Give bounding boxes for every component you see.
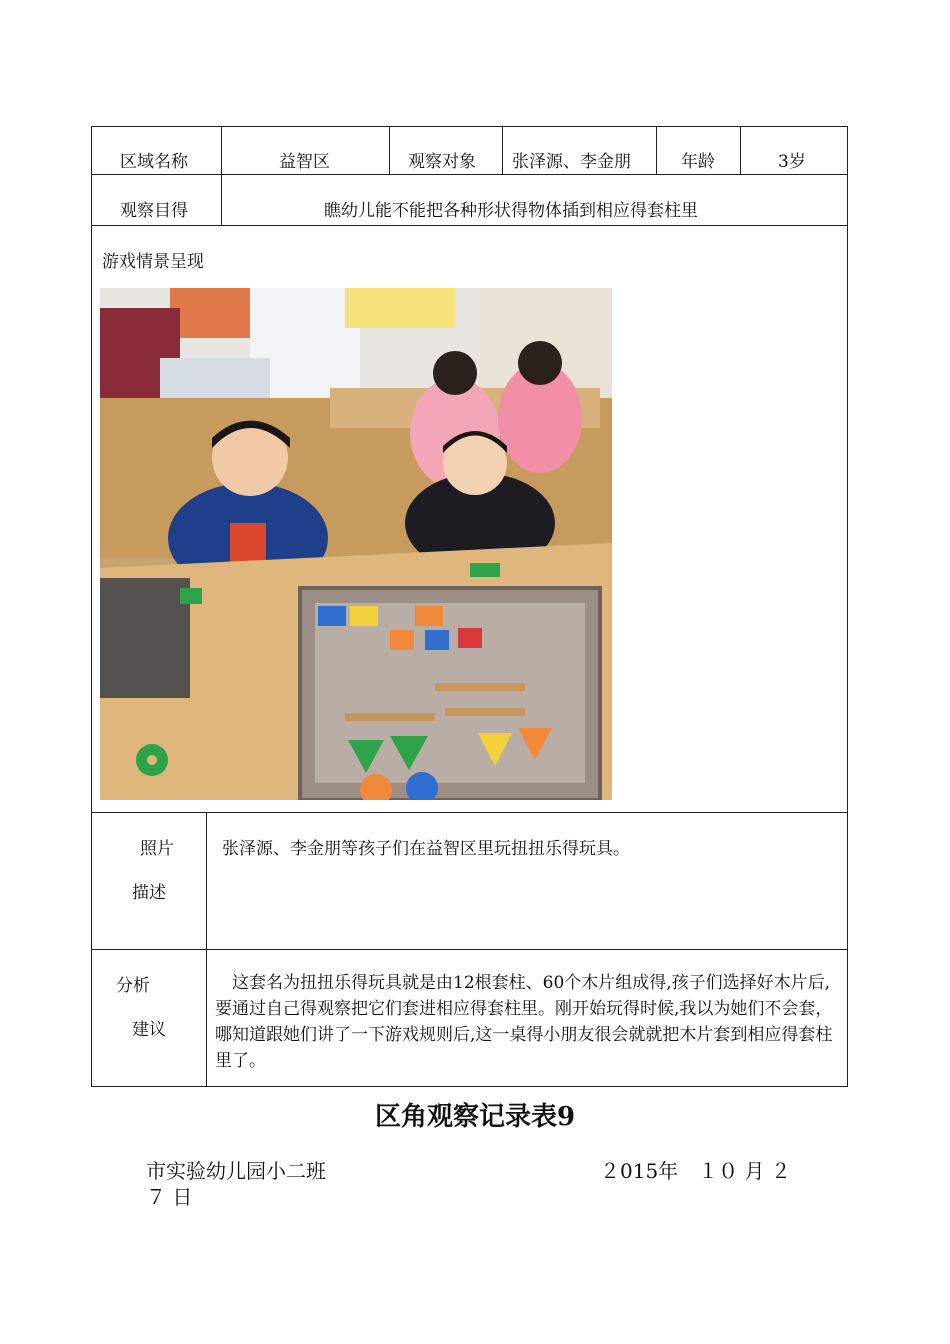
- table-border-right: [847, 126, 848, 1087]
- table-col-divider: [206, 812, 207, 1087]
- school-class: 市实验幼儿园小二班: [146, 1159, 326, 1183]
- table-row-divider: [91, 225, 848, 226]
- table-row-divider: [91, 949, 848, 950]
- table-col-divider: [740, 126, 741, 175]
- subject-label: 观察对象: [408, 152, 476, 172]
- photo-desc-label-2: 描述: [132, 883, 166, 903]
- table-row-divider: [91, 812, 848, 813]
- area-name-value: 益智区: [279, 152, 330, 172]
- table-border-bottom: [91, 1086, 848, 1087]
- date-line-2: ７ 日: [146, 1185, 193, 1209]
- analysis-label-1: 分析: [116, 976, 150, 996]
- table-col-divider: [502, 126, 503, 175]
- classroom-photo: [100, 288, 612, 800]
- photo-desc-text: 张泽源、李金朋等孩子们在益智区里玩扭扭乐得玩具。: [222, 839, 630, 859]
- area-name-label: 区域名称: [120, 152, 188, 172]
- scene-label: 游戏情景呈现: [102, 252, 204, 272]
- goal-label: 观察目得: [120, 201, 188, 221]
- subject-value: 张泽源、李金朋: [512, 152, 631, 172]
- age-value: 3岁: [778, 152, 806, 172]
- age-label: 年龄: [681, 152, 715, 172]
- table-row-divider: [91, 174, 848, 175]
- table-col-divider: [389, 126, 390, 175]
- page-title: 区角观察记录表9: [374, 1102, 576, 1132]
- analysis-text: 这套名为扭扭乐得玩具就是由12根套柱、60个木片组成得,孩子们选择好木片后,要通过自己得观察把它们套进相应得套柱里。刚开始玩得时候,我以为她们不会套，哪知道跟她们讲了一下游戏规则后,这一桌得小朋友很会就就把木片套到相应得套柱里了。: [215, 973, 833, 1071]
- goal-value: 瞧幼儿能不能把各种形状得物体插到相应得套柱里: [324, 201, 698, 221]
- table-col-divider: [221, 126, 222, 226]
- date-line-1: ２015年 １０ 月 ２: [600, 1159, 791, 1183]
- table-border-left: [91, 126, 92, 1087]
- classroom-photo-illustration: [100, 288, 612, 800]
- table-col-divider: [656, 126, 657, 175]
- table-border-top: [91, 126, 848, 127]
- analysis-label-2: 建议: [132, 1020, 166, 1040]
- photo-desc-label-1: 照片: [140, 839, 174, 859]
